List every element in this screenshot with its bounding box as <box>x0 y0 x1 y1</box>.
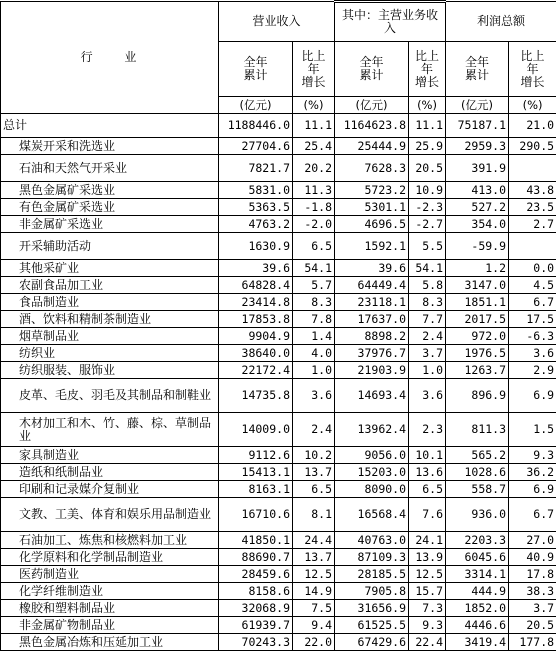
main-revenue-growth-cell: 7.3 <box>409 600 446 617</box>
main-revenue-growth-cell: 1.0 <box>409 362 446 379</box>
main-revenue-cumulative-cell: 25444.9 <box>335 138 409 155</box>
subheader-growth: 比上 年 增长 <box>293 42 335 97</box>
revenue-growth-cell: 6.5 <box>293 481 335 498</box>
main-revenue-cumulative-cell: 5723.2 <box>335 182 409 199</box>
table-row <box>1 362 556 379</box>
main-revenue-growth-cell: 3.7 <box>409 345 446 362</box>
revenue-growth-cell: -2.0 <box>293 216 335 233</box>
profit-cumulative-cell: 413.0 <box>446 182 509 199</box>
revenue-cumulative-cell: 27704.6 <box>219 138 293 155</box>
table-header <box>1 2 556 114</box>
industry-name: 木材加工和木、竹、藤、棕、草制品业 <box>1 413 219 447</box>
industry-name: 皮革、毛皮、羽毛及其制品和制鞋业 <box>1 379 219 413</box>
table-row <box>1 216 556 233</box>
main-revenue-growth-cell: 3.6 <box>409 379 446 413</box>
industry-name: 橡胶和塑料制品业 <box>1 600 219 617</box>
revenue-cumulative-cell: 1188446.0 <box>219 114 293 138</box>
industry-name: 酒、饮料和精制茶制造业 <box>1 311 219 328</box>
profit-growth-cell: 3.6 <box>509 345 556 362</box>
main-revenue-growth-cell: 7.6 <box>409 498 446 532</box>
profit-growth-cell <box>509 155 556 182</box>
main-revenue-growth-cell: 2.3 <box>409 413 446 447</box>
main-revenue-growth-cell: 10.9 <box>409 182 446 199</box>
main-revenue-cumulative-cell: 14693.4 <box>335 379 409 413</box>
industry-name: 烟草制品业 <box>1 328 219 345</box>
profit-growth-cell: 6.9 <box>509 481 556 498</box>
main-revenue-growth-cell: 24.1 <box>409 532 446 549</box>
main-revenue-growth-cell: 6.5 <box>409 481 446 498</box>
revenue-cumulative-cell: 9112.6 <box>219 447 293 464</box>
revenue-growth-cell: 11.3 <box>293 182 335 199</box>
main-revenue-cumulative-cell: 4696.5 <box>335 216 409 233</box>
main-revenue-growth-cell: 11.1 <box>409 114 446 138</box>
main-revenue-growth-cell: 25.9 <box>409 138 446 155</box>
profit-growth-cell: 23.5 <box>509 199 556 216</box>
main-revenue-growth-cell: 5.5 <box>409 233 446 260</box>
revenue-cumulative-cell: 88690.7 <box>219 549 293 566</box>
main-revenue-growth-cell: 22.4 <box>409 634 446 651</box>
table-row <box>1 277 556 294</box>
revenue-growth-cell: 12.5 <box>293 566 335 583</box>
unit-label: (亿元) <box>446 97 509 114</box>
industry-name: 造纸和纸制品业 <box>1 464 219 481</box>
industry-name: 非金属矿物制品业 <box>1 617 219 634</box>
table-row <box>1 138 556 155</box>
table-row <box>1 199 556 216</box>
revenue-cumulative-cell: 15413.1 <box>219 464 293 481</box>
main-revenue-growth-cell: 15.7 <box>409 583 446 600</box>
industry-name: 黑色金属冶炼和压延加工业 <box>1 634 219 651</box>
industry-name: 石油加工、炼焦和核燃料加工业 <box>1 532 219 549</box>
profit-cumulative-cell: 354.0 <box>446 216 509 233</box>
main-revenue-growth-cell: 5.8 <box>409 277 446 294</box>
table-row <box>1 634 556 651</box>
profit-growth-cell: 6.9 <box>509 379 556 413</box>
revenue-growth-cell: 8.3 <box>293 294 335 311</box>
table-body <box>1 114 556 651</box>
unit-label: (亿元) <box>219 97 293 114</box>
profit-growth-cell: 6.7 <box>509 294 556 311</box>
main-revenue-cumulative-cell: 17637.0 <box>335 311 409 328</box>
industry-name: 纺织业 <box>1 345 219 362</box>
profit-cumulative-cell: 527.2 <box>446 199 509 216</box>
revenue-cumulative-cell: 39.6 <box>219 260 293 277</box>
revenue-growth-cell: 1.0 <box>293 362 335 379</box>
main-revenue-growth-cell: 8.3 <box>409 294 446 311</box>
profit-growth-cell: 21.0 <box>509 114 556 138</box>
profit-cumulative-cell: 1263.7 <box>446 362 509 379</box>
table-row <box>1 617 556 634</box>
profit-growth-cell: 38.3 <box>509 583 556 600</box>
unit-label: (%) <box>509 97 556 114</box>
industry-name: 开采辅助活动 <box>1 233 219 260</box>
industry-name: 农副食品加工业 <box>1 277 219 294</box>
revenue-cumulative-cell: 32068.9 <box>219 600 293 617</box>
profit-cumulative-cell: 896.9 <box>446 379 509 413</box>
main-revenue-growth-cell: 2.4 <box>409 328 446 345</box>
profit-growth-cell: 17.8 <box>509 566 556 583</box>
profit-growth-cell: 0.0 <box>509 260 556 277</box>
main-revenue-cumulative-cell: 40763.0 <box>335 532 409 549</box>
profit-growth-cell: 20.5 <box>509 617 556 634</box>
revenue-growth-cell: 11.1 <box>293 114 335 138</box>
profit-growth-cell: 40.9 <box>509 549 556 566</box>
revenue-growth-cell: 7.5 <box>293 600 335 617</box>
revenue-cumulative-cell: 41850.1 <box>219 532 293 549</box>
main-revenue-cumulative-cell: 13962.4 <box>335 413 409 447</box>
profit-growth-cell: 27.0 <box>509 532 556 549</box>
unit-label: (%) <box>293 97 335 114</box>
main-revenue-cumulative-cell: 9056.0 <box>335 447 409 464</box>
main-revenue-cumulative-cell: 1592.1 <box>335 233 409 260</box>
main-revenue-cumulative-cell: 5301.1 <box>335 199 409 216</box>
main-revenue-cumulative-cell: 61525.5 <box>335 617 409 634</box>
revenue-growth-cell: 2.4 <box>293 413 335 447</box>
main-revenue-cumulative-cell: 87109.3 <box>335 549 409 566</box>
group-header-main-revenue: 其中：主营业务收入 <box>335 2 446 42</box>
industry-name: 煤炭开采和洗选业 <box>1 138 219 155</box>
profit-cumulative-cell: 1851.1 <box>446 294 509 311</box>
main-revenue-cumulative-cell: 8090.0 <box>335 481 409 498</box>
main-revenue-growth-cell: 20.5 <box>409 155 446 182</box>
profit-cumulative-cell: 1028.6 <box>446 464 509 481</box>
industry-header: 行 业 <box>1 2 219 114</box>
table-row <box>1 481 556 498</box>
revenue-growth-cell: 9.4 <box>293 617 335 634</box>
revenue-cumulative-cell: 7821.7 <box>219 155 293 182</box>
main-revenue-cumulative-cell: 7628.3 <box>335 155 409 182</box>
unit-label: (%) <box>409 97 446 114</box>
table-row <box>1 583 556 600</box>
profit-growth-cell: 2.7 <box>509 216 556 233</box>
main-revenue-cumulative-cell: 67429.6 <box>335 634 409 651</box>
subheader-cumulative: 全年 累计 <box>446 42 509 97</box>
main-revenue-growth-cell: 12.5 <box>409 566 446 583</box>
table-row <box>1 600 556 617</box>
table-row <box>1 182 556 199</box>
revenue-growth-cell: 22.0 <box>293 634 335 651</box>
table-row <box>1 566 556 583</box>
main-revenue-cumulative-cell: 31656.9 <box>335 600 409 617</box>
table-row <box>1 233 556 260</box>
industry-name: 总计 <box>1 114 219 138</box>
revenue-cumulative-cell: 8163.1 <box>219 481 293 498</box>
table-row <box>1 155 556 182</box>
profit-cumulative-cell: 3419.4 <box>446 634 509 651</box>
main-revenue-cumulative-cell: 7905.8 <box>335 583 409 600</box>
unit-label: (亿元) <box>335 97 409 114</box>
main-revenue-cumulative-cell: 39.6 <box>335 260 409 277</box>
main-revenue-cumulative-cell: 28185.5 <box>335 566 409 583</box>
profit-cumulative-cell: 3147.0 <box>446 277 509 294</box>
profit-cumulative-cell: 972.0 <box>446 328 509 345</box>
profit-growth-cell: 17.5 <box>509 311 556 328</box>
industry-name: 有色金属矿采选业 <box>1 199 219 216</box>
profit-growth-cell: 9.3 <box>509 447 556 464</box>
table-row <box>1 311 556 328</box>
profit-growth-cell: -6.3 <box>509 328 556 345</box>
revenue-cumulative-cell: 8158.6 <box>219 583 293 600</box>
revenue-cumulative-cell: 9904.9 <box>219 328 293 345</box>
table-row <box>1 345 556 362</box>
revenue-growth-cell: 8.1 <box>293 498 335 532</box>
revenue-cumulative-cell: 64828.4 <box>219 277 293 294</box>
industry-name: 家具制造业 <box>1 447 219 464</box>
table-row <box>1 294 556 311</box>
subheader-growth: 比上 年 增长 <box>409 42 446 97</box>
profit-growth-cell: 2.9 <box>509 362 556 379</box>
total-row <box>1 114 556 138</box>
industry-name: 化学纤维制造业 <box>1 583 219 600</box>
profit-cumulative-cell: 558.7 <box>446 481 509 498</box>
profit-cumulative-cell: 2959.3 <box>446 138 509 155</box>
main-revenue-growth-cell: 9.3 <box>409 617 446 634</box>
main-revenue-growth-cell: 10.1 <box>409 447 446 464</box>
revenue-cumulative-cell: 23414.8 <box>219 294 293 311</box>
revenue-growth-cell: 10.2 <box>293 447 335 464</box>
revenue-cumulative-cell: 14009.0 <box>219 413 293 447</box>
revenue-cumulative-cell: 14735.8 <box>219 379 293 413</box>
main-revenue-cumulative-cell: 37976.7 <box>335 345 409 362</box>
profit-cumulative-cell: 444.9 <box>446 583 509 600</box>
main-revenue-growth-cell: -2.3 <box>409 199 446 216</box>
main-revenue-growth-cell: 54.1 <box>409 260 446 277</box>
profit-cumulative-cell: 3314.1 <box>446 566 509 583</box>
table-row <box>1 379 556 413</box>
revenue-growth-cell: 4.0 <box>293 345 335 362</box>
industry-name: 印刷和记录媒介复制业 <box>1 481 219 498</box>
profit-cumulative-cell: 565.2 <box>446 447 509 464</box>
profit-cumulative-cell: -59.9 <box>446 233 509 260</box>
industry-name: 纺织服装、服饰业 <box>1 362 219 379</box>
revenue-growth-cell: 14.9 <box>293 583 335 600</box>
industry-name: 石油和天然气开采业 <box>1 155 219 182</box>
revenue-cumulative-cell: 61939.7 <box>219 617 293 634</box>
revenue-growth-cell: 13.7 <box>293 549 335 566</box>
revenue-growth-cell: 20.2 <box>293 155 335 182</box>
profit-growth-cell <box>509 233 556 260</box>
main-revenue-cumulative-cell: 21903.9 <box>335 362 409 379</box>
revenue-cumulative-cell: 70243.3 <box>219 634 293 651</box>
profit-cumulative-cell: 75187.1 <box>446 114 509 138</box>
subheader-growth: 比上 年 增长 <box>509 42 556 97</box>
table-row <box>1 464 556 481</box>
table-row <box>1 328 556 345</box>
industry-name: 其他采矿业 <box>1 260 219 277</box>
revenue-cumulative-cell: 16710.6 <box>219 498 293 532</box>
revenue-cumulative-cell: 38640.0 <box>219 345 293 362</box>
profit-cumulative-cell: 2203.3 <box>446 532 509 549</box>
profit-cumulative-cell: 1976.5 <box>446 345 509 362</box>
industry-name: 化学原料和化学制品制造业 <box>1 549 219 566</box>
table-row <box>1 260 556 277</box>
profit-cumulative-cell: 6045.6 <box>446 549 509 566</box>
table-row <box>1 413 556 447</box>
main-revenue-cumulative-cell: 8898.2 <box>335 328 409 345</box>
industry-name: 黑色金属矿采选业 <box>1 182 219 199</box>
profit-growth-cell: 177.8 <box>509 634 556 651</box>
profit-cumulative-cell: 811.3 <box>446 413 509 447</box>
industry-name: 医药制造业 <box>1 566 219 583</box>
revenue-growth-cell: 6.5 <box>293 233 335 260</box>
main-revenue-growth-cell: 7.7 <box>409 311 446 328</box>
profit-growth-cell: 1.5 <box>509 413 556 447</box>
main-revenue-cumulative-cell: 1164623.8 <box>335 114 409 138</box>
industry-name: 食品制造业 <box>1 294 219 311</box>
group-header-revenue: 营业收入 <box>219 2 335 42</box>
revenue-growth-cell: 25.4 <box>293 138 335 155</box>
revenue-growth-cell: 24.4 <box>293 532 335 549</box>
profit-growth-cell: 6.7 <box>509 498 556 532</box>
table-row <box>1 447 556 464</box>
subheader-cumulative: 全年 累计 <box>219 42 293 97</box>
revenue-cumulative-cell: 22172.4 <box>219 362 293 379</box>
revenue-growth-cell: 54.1 <box>293 260 335 277</box>
profit-growth-cell: 4.5 <box>509 277 556 294</box>
profit-growth-cell: 36.2 <box>509 464 556 481</box>
table-row <box>1 532 556 549</box>
revenue-cumulative-cell: 17853.8 <box>219 311 293 328</box>
revenue-growth-cell: 5.7 <box>293 277 335 294</box>
main-revenue-growth-cell: 13.9 <box>409 549 446 566</box>
industry-name: 非金属矿采选业 <box>1 216 219 233</box>
main-revenue-cumulative-cell: 15203.0 <box>335 464 409 481</box>
revenue-cumulative-cell: 28459.6 <box>219 566 293 583</box>
group-header-total-profit: 利润总额 <box>446 2 556 42</box>
revenue-growth-cell: 1.4 <box>293 328 335 345</box>
profit-cumulative-cell: 391.9 <box>446 155 509 182</box>
main-revenue-growth-cell: -2.7 <box>409 216 446 233</box>
revenue-cumulative-cell: 4763.2 <box>219 216 293 233</box>
profit-growth-cell: 3.7 <box>509 600 556 617</box>
industry-name: 文教、工美、体育和娱乐用品制造业 <box>1 498 219 532</box>
revenue-cumulative-cell: 5831.0 <box>219 182 293 199</box>
profit-cumulative-cell: 1852.0 <box>446 600 509 617</box>
profit-cumulative-cell: 936.0 <box>446 498 509 532</box>
revenue-growth-cell: -1.8 <box>293 199 335 216</box>
revenue-growth-cell: 13.7 <box>293 464 335 481</box>
table-row <box>1 549 556 566</box>
revenue-growth-cell: 3.6 <box>293 379 335 413</box>
revenue-cumulative-cell: 5363.5 <box>219 199 293 216</box>
subheader-cumulative: 全年 累计 <box>335 42 409 97</box>
revenue-growth-cell: 7.8 <box>293 311 335 328</box>
main-revenue-cumulative-cell: 64449.4 <box>335 277 409 294</box>
main-revenue-cumulative-cell: 23118.1 <box>335 294 409 311</box>
main-revenue-cumulative-cell: 16568.4 <box>335 498 409 532</box>
revenue-cumulative-cell: 1630.9 <box>219 233 293 260</box>
profit-growth-cell: 290.5 <box>509 138 556 155</box>
table-row <box>1 498 556 532</box>
main-revenue-growth-cell: 13.6 <box>409 464 446 481</box>
profit-cumulative-cell: 4446.6 <box>446 617 509 634</box>
profit-growth-cell: 43.8 <box>509 182 556 199</box>
profit-cumulative-cell: 2017.5 <box>446 311 509 328</box>
profit-cumulative-cell: 1.2 <box>446 260 509 277</box>
